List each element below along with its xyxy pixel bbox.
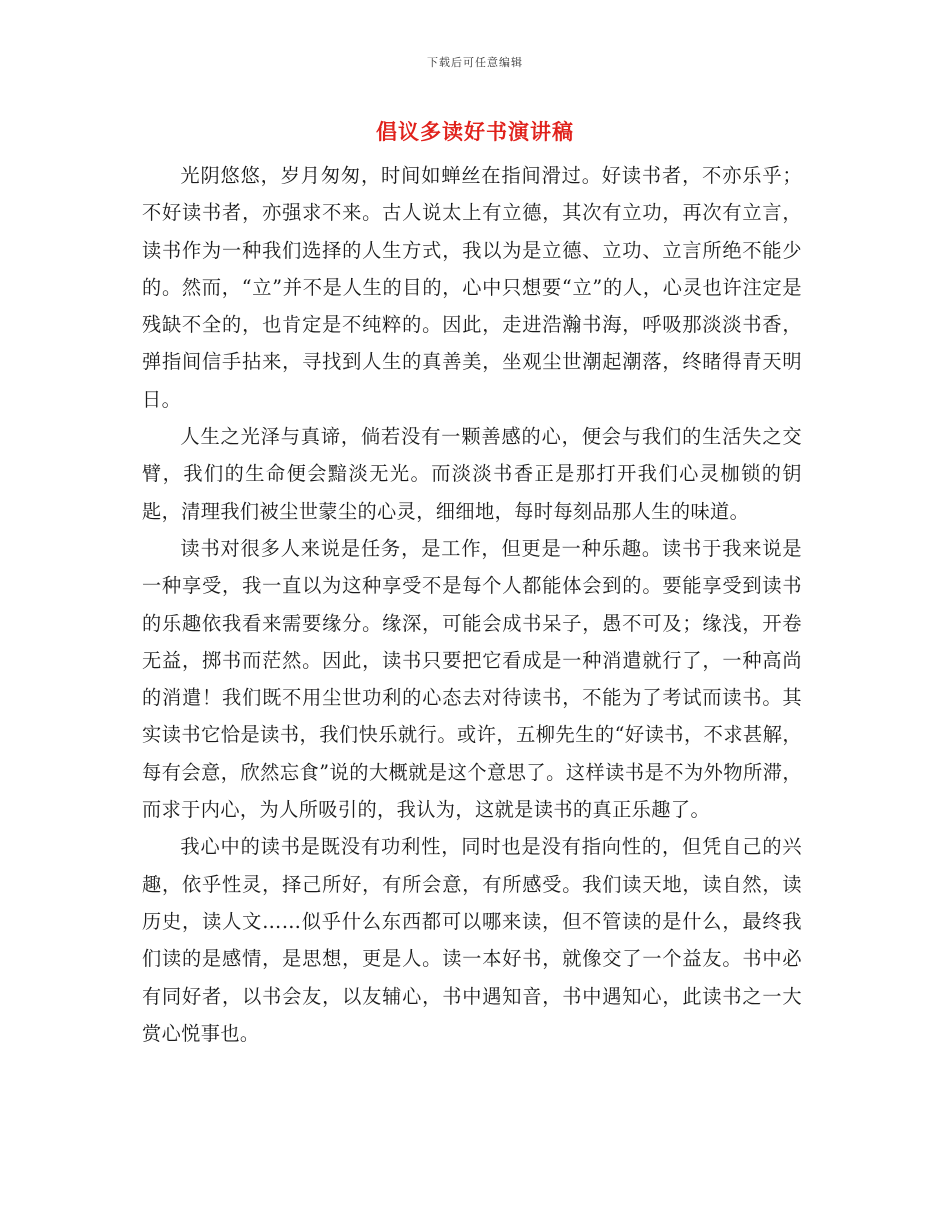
paragraph-3: 读书对很多人来说是任务，是工作，但更是一种乐趣。读书于我来说是一种享受，我一直以为这种享受不是每个人都能体会到的。要能享受到读书的乐趣依我看来需要缘分。缘深，可能会成书呆子，愚不可及；缘浅，开卷无益，掷书而茫然。因此，读书只要把它看成是一种消遣就行了，一种高尚的消遣！我们既不用尘世功利的心态去对待读书，不能为了考试而读书。其实读书它恰是读书，我们快乐就行。或许，五柳先生的“好读书，不求甚解，每有会意，欣然忘食”说的大概就是这个意思了。这样读书是不为外物所滞，而求于内心，为人所吸引的，我认为，这就是读书的真正乐趣了。 xyxy=(142,536,802,822)
page-header-note: 下载后可任意编辑 xyxy=(427,56,523,69)
paragraph-1: 光阴悠悠，岁月匆匆，时间如蝉丝在指间滑过。好读书者，不亦乐乎；不好读书者，亦强求不来。古人说太上有立德，其次有立功，再次有立言，读书作为一种我们选择的人生方式，我以为是立德、立功、立言所绝不能少的。然而，“立”并不是人生的目的，心中只想要“立”的人，心灵也许注定是残缺不全的，也肯定是不纯粹的。因此，走进浩瀚书海，呼吸那淡淡书香，弹指间信手拈来，寻找到人生的真善美，坐观尘世潮起潮落，终睹得青天明日。 xyxy=(142,164,802,411)
document-body xyxy=(142,157,802,1052)
paragraph-4: 我心中的读书是既没有功利性，同时也是没有指向性的，但凭自己的兴趣，依乎性灵，择己所好，有所会意，有所感受。我们读天地，读自然，读历史，读人文……似乎什么东西都可以哪来读，但不管读的是什么，最终我们读的是感情，是思想，更是人。读一本好书，就像交了一个益友。书中必有同好者，以书会友，以友辅心，书中遇知音，书中遇知心，此读书之一大赏心悦事也。 xyxy=(142,835,802,1045)
document-title: 倡议多读好书演讲稿 xyxy=(376,120,574,144)
paragraph-2: 人生之光泽与真谛，倘若没有一颗善感的心，便会与我们的生活失之交臂，我们的生命便会黯淡无光。而淡淡书香正是那打开我们心灵枷锁的钥匙，清理我们被尘世蒙尘的心灵，细细地，每时每刻品那人生的味道。 xyxy=(142,425,802,523)
